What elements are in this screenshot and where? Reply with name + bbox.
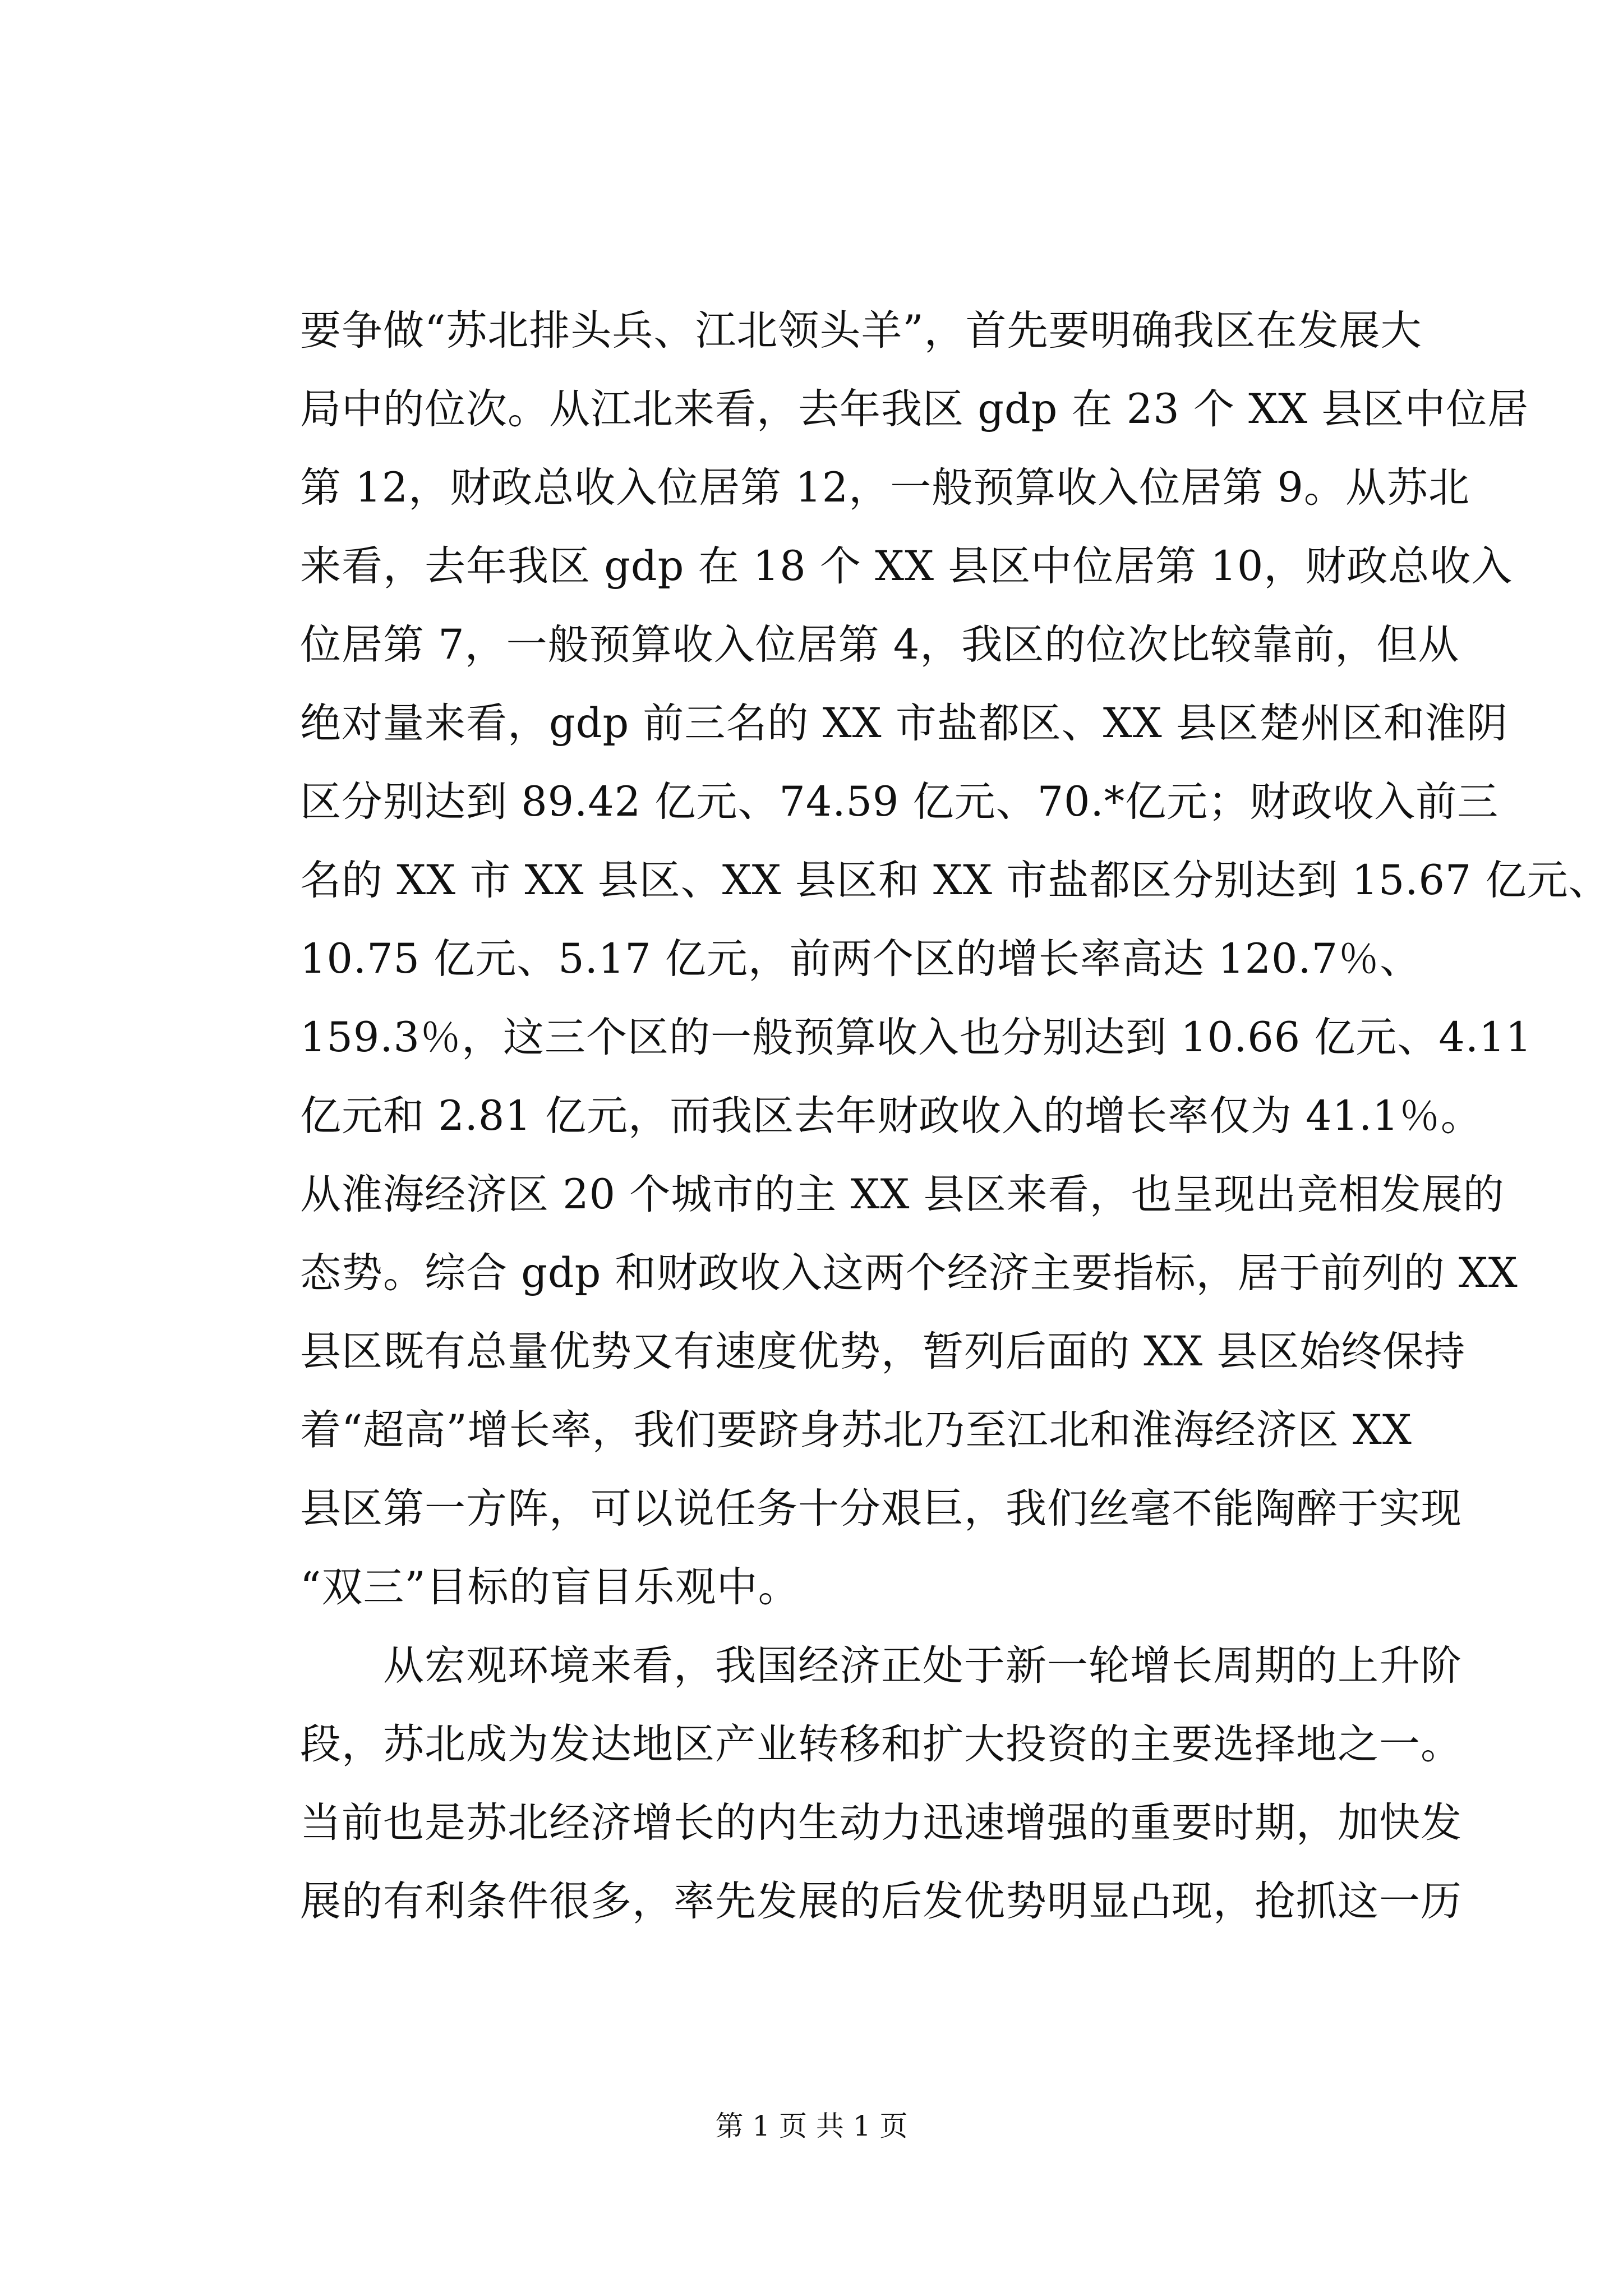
text-line: “双三”目标的盲目乐观中。 <box>300 1563 800 1611</box>
text-line: 县区既有总量优势又有速度优势，暂列后面的 XX 县区始终保持 <box>300 1328 1466 1375</box>
text-line: 区分别达到 89.42 亿元、74.59 亿元、70.*亿元；财政收入前三 <box>300 778 1499 826</box>
text-line: 从淮海经济区 20 个城市的主 XX 县区来看，也呈现出竞相发展的 <box>300 1171 1505 1218</box>
text-line: 态势。综合 gdp 和财政收入这两个经济主要指标，居于前列的 XX <box>300 1249 1518 1297</box>
text-line: 当前也是苏北经济增长的内生动力迅速增强的重要时期，加快发 <box>300 1799 1462 1847</box>
page-number: 第 1 页 共 1 页 <box>715 2110 908 2142</box>
paragraph-1 <box>300 292 1610 1627</box>
text-line: 159.3％，这三个区的一般预算收入也分别达到 10.66 亿元、4.11 <box>300 1014 1532 1061</box>
text-line: 10.75 亿元、5.17 亿元，前两个区的增长率高达 120.7％、 <box>300 935 1422 983</box>
text-line: 来看，去年我区 gdp 在 18 个 XX 县区中位居第 10，财政总收入 <box>300 542 1513 590</box>
text-line: 从宏观环境来看，我国经济正处于新一轮增长周期的上升阶 <box>300 1642 1462 1690</box>
text-line: 亿元和 2.81 亿元，而我区去年财政收入的增长率仅为 41.1％。 <box>300 1092 1482 1140</box>
text-line: 县区第一方阵，可以说任务十分艰巨，我们丝毫不能陶醉于实现 <box>300 1485 1462 1533</box>
text-line: 着“超高”增长率，我们要跻身苏北乃至江北和淮海经济区 XX <box>300 1406 1412 1454</box>
page-footer <box>0 2106 1623 2146</box>
text-line: 要争做“苏北排头兵、江北领头羊”，首先要明确我区在发展大 <box>300 307 1422 355</box>
text-line: 局中的位次。从江北来看，去年我区 gdp 在 23 个 XX 县区中位居 <box>300 385 1529 433</box>
body-text <box>300 292 1610 1941</box>
text-line: 第 12，财政总收入位居第 12，一般预算收入位居第 9。从苏北 <box>300 464 1470 512</box>
paragraph-2 <box>300 1627 1462 1941</box>
text-line: 段，苏北成为发达地区产业转移和扩大投资的主要选择地之一。 <box>300 1720 1462 1768</box>
text-line: 名的 XX 市 XX 县区、XX 县区和 XX 市盐都区分别达到 15.67 亿元、 <box>300 857 1610 904</box>
text-line: 位居第 7，一般预算收入位居第 4，我区的位次比较靠前，但从 <box>300 621 1460 669</box>
text-line: 绝对量来看，gdp 前三名的 XX 市盐都区、XX 县区楚州区和淮阴 <box>300 700 1508 747</box>
text-line: 展的有利条件很多，率先发展的后发优势明显凸现，抢抓这一历 <box>300 1878 1462 1925</box>
